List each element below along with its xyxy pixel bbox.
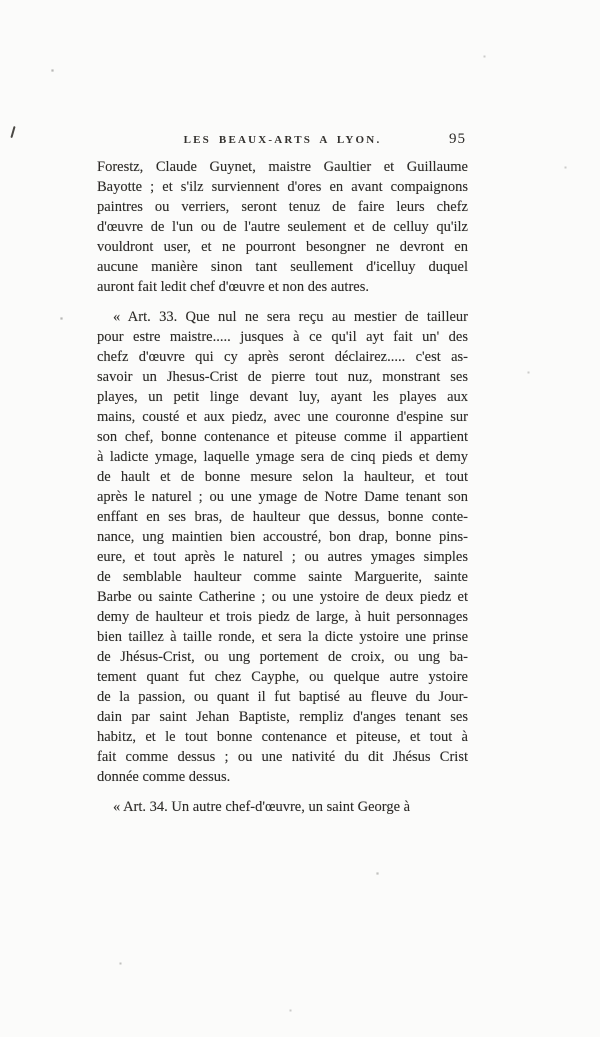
text-line: de hault et de bonne mesure selon la haulteur, et tout [97,469,468,485]
text-line: « Art. 34. Un autre chef-d'œuvre, un saint George à [113,799,411,815]
scan-artifact-mark [10,126,15,138]
text-line: Bayotte ; et s'ilz surviennent d'ores en avant compaignons [97,179,468,195]
text-line: de la passion, ou quant il fut baptisé au fleuve du Jour- [97,689,468,705]
text-line: vouldront user, et ne pourront besongner ne devront en [97,239,468,255]
text-line: eure, et tout après le naturel ; ou autres ymages simples [97,549,468,565]
text-line: enffant en ses bras, de haulteur que dessus, bonne conte- [97,509,468,525]
text-line: pour estre maistre..... jusques à ce qu'il ayt fait un' des [97,329,468,345]
text-line: aucune manière sinon tant seullement d'icelluy duquel [97,259,468,275]
paragraph [97,307,468,787]
text-line: habitz, et le tout bonne contenance et piteuse, et tout à [97,729,468,745]
text-line: Barbe ou sainte Catherine ; ou une ystoire de deux piedz et [97,589,468,605]
text-line: Forestz, Claude Guynet, maistre Gaultier et Guillaume [97,159,468,175]
page-body [97,157,468,817]
paragraph [97,797,468,817]
text-line: auront fait ledit chef d'œuvre et non des autres. [97,279,369,295]
scan-noise [0,0,1,1]
page-header [97,133,468,149]
text-line: chefz d'œuvre qui cy après seront déclairez..... c'est as- [97,349,468,365]
text-line: savoir un Jhesus-Crist de pierre tout nuz, monstrant ses [97,369,468,385]
text-line: « Art. 33. Que nul ne sera reçu au mestier de tailleur [113,309,468,325]
text-line: mains, cousté et aux piedz, avec une couronne d'espine sur [97,409,468,425]
text-line: fait comme dessus ; ou une nativité du dit Jhésus Crist [97,749,468,765]
text-line: de semblable haulteur comme sainte Marguerite, sainte [97,569,468,585]
text-line: dain par saint Jehan Baptiste, rempliz d'anges tenant ses [97,709,468,725]
text-line: paintres ou verriers, seront tenuz de faire leurs chefz [97,199,468,215]
running-title: LES BEAUX-ARTS A LYON. [183,134,382,146]
paragraph [97,157,468,297]
text-line: tement quant fut chez Cayphe, ou quelque autre ystoire [97,669,468,685]
text-line: bien taillez à taille ronde, et sera la dicte ystoire une prinse [97,629,468,645]
text-line: donnée comme dessus. [97,769,231,785]
text-line: de Jhésus-Crist, ou ung portement de croix, ou ung ba- [97,649,468,665]
text-line: playes, un petit linge devant luy, ayant les playes aux [97,389,468,405]
text-line: après le naturel ; ou une ymage de Notre Dame tenant son [97,489,468,505]
text-line: demy de haulteur et trois piedz de large, à huit personnages [97,609,468,625]
text-line: son chef, bonne contenance et piteuse comme il appartient [97,429,468,445]
page-number: 95 [449,131,466,147]
text-line: nance, ung maintien bien accoustré, bon drap, bonne pins- [97,529,468,545]
text-line: d'œuvre de l'un ou de l'autre seulement et de celluy qu'ilz [97,219,468,235]
text-line: à ladicte ymage, laquelle ymage sera de cinq pieds et demy [97,449,468,465]
